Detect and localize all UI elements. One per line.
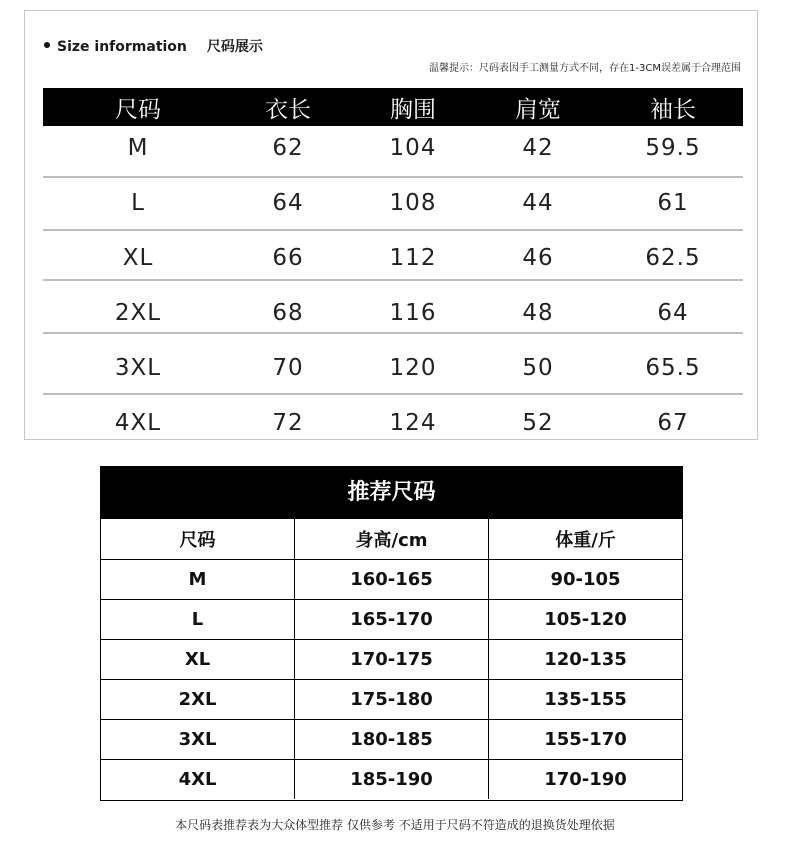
row-divider — [43, 393, 743, 395]
shoulder-cell: 50 — [522, 355, 554, 381]
size-cell: 3XL — [101, 720, 295, 759]
size-cell: 2XL — [114, 300, 162, 326]
length-cell: 62 — [272, 135, 304, 161]
header-size: 尺码 — [101, 519, 295, 559]
sleeve-cell: 59.5 — [645, 135, 701, 161]
weight-cell: 120-135 — [544, 649, 627, 670]
weight-cell: 105-120 — [544, 609, 627, 630]
size-cell: 3XL — [114, 355, 162, 381]
length-cell: 64 — [272, 190, 304, 216]
sleeve-cell: 64 — [657, 300, 689, 326]
disclaimer-footer: 本尺码表推荐表为大众体型推荐 仅供参考 不适用于尺码不符造成的退换货处理依据 — [175, 818, 615, 832]
bullet-icon — [44, 42, 50, 48]
size-cell: 4XL — [114, 410, 162, 436]
table-row — [43, 181, 743, 231]
length-cell: 70 — [272, 355, 304, 381]
recommended-size-title: 推荐尺码 — [101, 467, 682, 519]
shoulder-cell: 52 — [522, 410, 554, 436]
size-cell: 4XL — [101, 760, 295, 799]
header-chest: 胸围 — [390, 97, 436, 123]
size-information-title — [44, 36, 263, 56]
table-row — [101, 719, 682, 759]
sleeve-cell: 61 — [657, 190, 689, 216]
chest-cell: 120 — [389, 355, 437, 381]
size-cell: L — [101, 600, 295, 639]
table-row — [43, 126, 743, 176]
table-row — [101, 639, 682, 679]
height-cell: 180-185 — [295, 720, 489, 759]
measurement-note: 温馨提示：尺码表因手工测量方式不同，存在1-3CM误差属于合理范围 — [429, 63, 741, 74]
table-header-row — [101, 519, 682, 559]
height-cell: 175-180 — [295, 680, 489, 719]
size-cell: M — [127, 135, 149, 161]
table-row — [101, 759, 682, 799]
chest-cell: 112 — [389, 245, 437, 271]
row-divider — [43, 229, 743, 231]
chest-cell: 108 — [389, 190, 437, 216]
chest-cell: 124 — [389, 410, 437, 436]
height-cell: 160-165 — [295, 560, 489, 599]
size-cell: 2XL — [101, 680, 295, 719]
header-weight: 体重/斤 — [555, 530, 616, 551]
row-divider — [43, 279, 743, 281]
sleeve-cell: 65.5 — [645, 355, 701, 381]
weight-cell: 90-105 — [550, 569, 621, 590]
table-row — [43, 401, 743, 451]
table-row — [101, 559, 682, 599]
sleeve-cell: 62.5 — [645, 245, 701, 271]
table-row — [101, 679, 682, 719]
height-cell: 165-170 — [295, 600, 489, 639]
header-size: 尺码 — [115, 97, 161, 123]
shoulder-cell: 42 — [522, 135, 554, 161]
weight-cell: 155-170 — [544, 729, 627, 750]
weight-cell: 135-155 — [544, 689, 627, 710]
chest-cell: 116 — [389, 300, 437, 326]
size-cell: XL — [101, 640, 295, 679]
length-cell: 68 — [272, 300, 304, 326]
shoulder-cell: 48 — [522, 300, 554, 326]
size-cell: XL — [122, 245, 154, 271]
recommended-size-table — [100, 466, 683, 801]
header-shoulder: 肩宽 — [515, 97, 561, 123]
header-length: 衣长 — [265, 97, 311, 123]
size-table-header — [43, 88, 743, 126]
title-cn: 尺码展示 — [206, 39, 263, 55]
height-cell: 185-190 — [295, 760, 489, 799]
header-sleeve: 袖长 — [650, 97, 696, 123]
row-divider — [43, 332, 743, 334]
table-row — [101, 599, 682, 639]
shoulder-cell: 44 — [522, 190, 554, 216]
title-en: Size information — [57, 39, 187, 55]
weight-cell: 170-190 — [544, 769, 627, 790]
size-information-panel — [24, 10, 758, 440]
row-divider — [43, 176, 743, 178]
recommended-size-grid — [101, 519, 682, 799]
chest-cell: 104 — [389, 135, 437, 161]
header-height: 身高/cm — [295, 519, 489, 559]
size-cell: L — [131, 190, 145, 216]
length-cell: 66 — [272, 245, 304, 271]
size-cell: M — [101, 560, 295, 599]
shoulder-cell: 46 — [522, 245, 554, 271]
table-row — [43, 346, 743, 396]
height-cell: 170-175 — [295, 640, 489, 679]
sleeve-cell: 67 — [657, 410, 689, 436]
length-cell: 72 — [272, 410, 304, 436]
